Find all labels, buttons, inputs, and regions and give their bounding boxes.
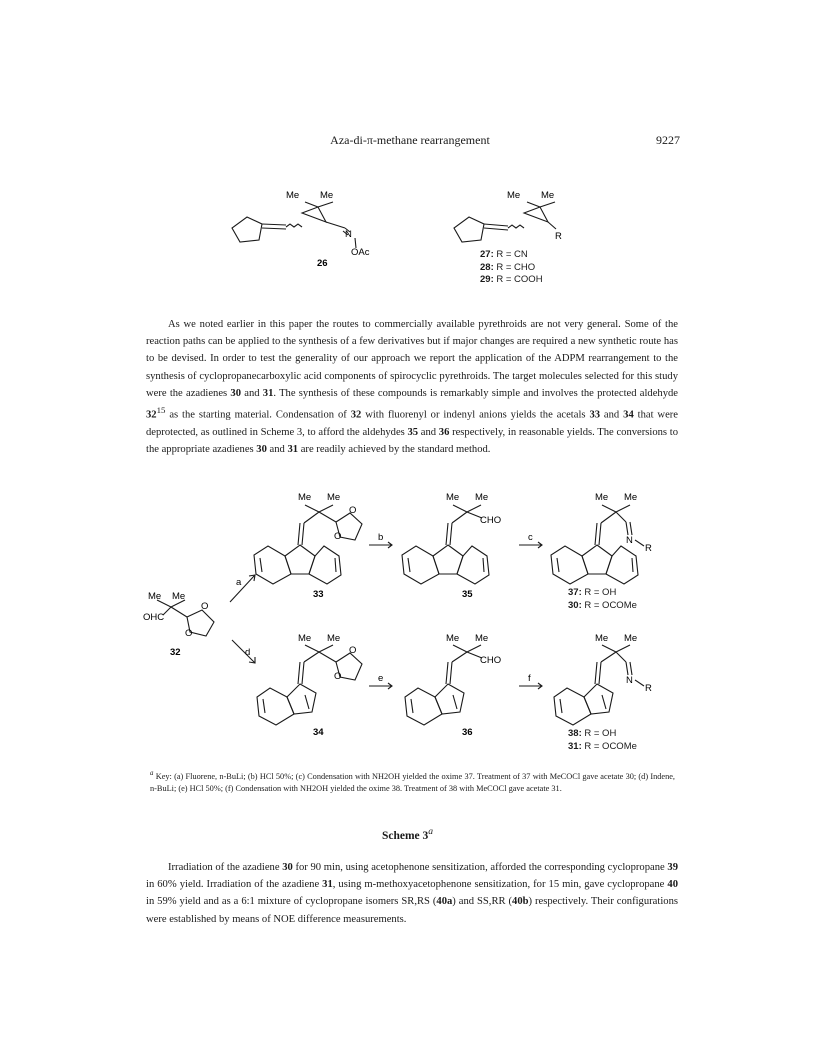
me-label: Me bbox=[624, 492, 638, 503]
compound-34-structure bbox=[257, 645, 362, 725]
paragraph-text: Irradiation of the azadiene 30 for 90 min, using acetophenone sensitization, afforded the corresponding cyclopropane 39 in 60% yield. Irradiation of the azadiene 31, using m-methoxyacetophenone sensitization, for 15 min, gave cyclopropane 40 in 59% yield and as a 6:1 mixture of cyclopropane isomers SR,RS (40a) and SS,RR (40b) respectively. Their configurations were established by means of NOE difference measurements. bbox=[146, 862, 678, 925]
cho-label: CHO bbox=[480, 655, 502, 666]
list-item: 28: R = CHO bbox=[480, 261, 536, 273]
cho-label: CHO bbox=[480, 515, 502, 526]
me-label: Me bbox=[595, 633, 609, 644]
compound-34-label: 34 bbox=[313, 727, 324, 738]
me-label: Me bbox=[446, 492, 460, 503]
compound-32-label: 32 bbox=[170, 647, 181, 658]
list-item: 38: R = OH bbox=[568, 728, 617, 739]
me-label: Me bbox=[507, 190, 521, 201]
me-label: Me bbox=[475, 633, 489, 644]
me-label: Me bbox=[541, 190, 555, 201]
me-label: Me bbox=[298, 633, 312, 644]
o-label: O bbox=[201, 601, 209, 612]
me-label: Me bbox=[172, 591, 186, 602]
paragraph-text: As we noted earlier in this paper the routes to commercially available pyrethroids are not very general. Some of the reaction paths can be applied to the synthesis of a few derivatives but if major changes are required a new synthetic route has to be devised. In order to test the generality of our approach we report the application of the ADPM rearrangement to the synthesis of cyclopropanecarboxylic acid components of spirocyclic pyrethroids. The target molecules selected for this study were the azadienes 30 and 31. The synthesis of these compounds is remarkably simple and involves the protected aldehyde $32^{15}$ as the starting material. Condensation of 32 with fluorenyl or indenyl anions yields the acetals 33 and 34 that were deprotected, as outlined in Scheme 3, to afford the aldehydes 35 and 36 respectively, in reasonable yields. The conversions to the appropriate azadienes 30 and 31 are readily achieved by the standard method. bbox=[146, 319, 679, 455]
body-paragraph-2 bbox=[146, 859, 678, 928]
me-label: Me bbox=[320, 190, 334, 201]
compound-33-structure bbox=[254, 505, 362, 584]
me-label: Me bbox=[327, 492, 341, 503]
me-label: Me bbox=[595, 492, 609, 503]
me-label: Me bbox=[475, 492, 489, 503]
compound-26-structure bbox=[232, 202, 356, 248]
r-label: R bbox=[645, 543, 652, 554]
me-label: Me bbox=[286, 190, 300, 201]
compound-36-structure bbox=[405, 645, 482, 725]
r-label: R bbox=[645, 683, 652, 694]
arrow-d-label: d bbox=[245, 647, 251, 658]
o-label: O bbox=[349, 505, 357, 516]
compound-26-label: 26 bbox=[317, 258, 328, 269]
n-label: N bbox=[626, 675, 633, 686]
list-item: 31: R = OCOMe bbox=[568, 740, 637, 752]
list-item: 37: R = OH bbox=[568, 587, 617, 598]
list-item: 27: R = CN bbox=[480, 249, 528, 260]
arrow-c-label: c bbox=[528, 532, 533, 543]
me-label: Me bbox=[446, 633, 460, 644]
oac-label: OAc bbox=[351, 247, 370, 258]
compound-37-30-labels bbox=[568, 587, 637, 612]
list-item: 30: R = OCOMe bbox=[568, 599, 637, 611]
arrow-e-label: e bbox=[378, 673, 384, 684]
me-label: Me bbox=[298, 492, 312, 503]
o-label: O bbox=[334, 531, 342, 542]
compound-35-structure bbox=[402, 505, 489, 584]
header-title: Aza-di-π-methane rearrangement bbox=[330, 133, 490, 147]
scheme-title: Scheme 3$^a$ bbox=[381, 826, 434, 842]
compound-38-31-labels bbox=[568, 728, 637, 753]
compound-35-label: 35 bbox=[462, 589, 473, 600]
n-label: N bbox=[345, 229, 352, 240]
me-label: Me bbox=[148, 591, 162, 602]
compound-33-label: 33 bbox=[313, 589, 324, 600]
arrow-f-label: f bbox=[528, 673, 531, 684]
o-label: O bbox=[185, 628, 193, 639]
reaction-arrows bbox=[230, 542, 542, 689]
arrow-a-label: a bbox=[236, 577, 242, 588]
me-label: Me bbox=[624, 633, 638, 644]
r-label: R bbox=[555, 231, 562, 242]
body-paragraph-1 bbox=[146, 316, 678, 458]
me-label: Me bbox=[327, 633, 341, 644]
o-label: O bbox=[334, 671, 342, 682]
list-item: 29: R = COOH bbox=[480, 274, 543, 285]
o-label: O bbox=[349, 645, 357, 656]
compound-27-29-labels bbox=[480, 249, 543, 287]
ohc-label: OHC bbox=[143, 612, 165, 623]
scheme-footnote: $^a$ Key: (a) Fluorene, n-BuLi; (b) HCl 50%; (c) Condensation with NH2OH yielded the oxime 37. Treatment of 37 with MeCOCl gave acetate 30; (d) Indene, n-BuLi; (e) HCl 50%; (f) Condensation with NH2OH yielded the oxime 38. Treatment of 38 with MeCOCl gave acetate 31. bbox=[150, 770, 675, 793]
compound-27-29-structure bbox=[454, 202, 556, 242]
compound-36-label: 36 bbox=[462, 727, 473, 738]
n-label: N bbox=[626, 535, 633, 546]
page-number: 9227 bbox=[656, 133, 680, 147]
arrow-b-label: b bbox=[378, 532, 384, 543]
